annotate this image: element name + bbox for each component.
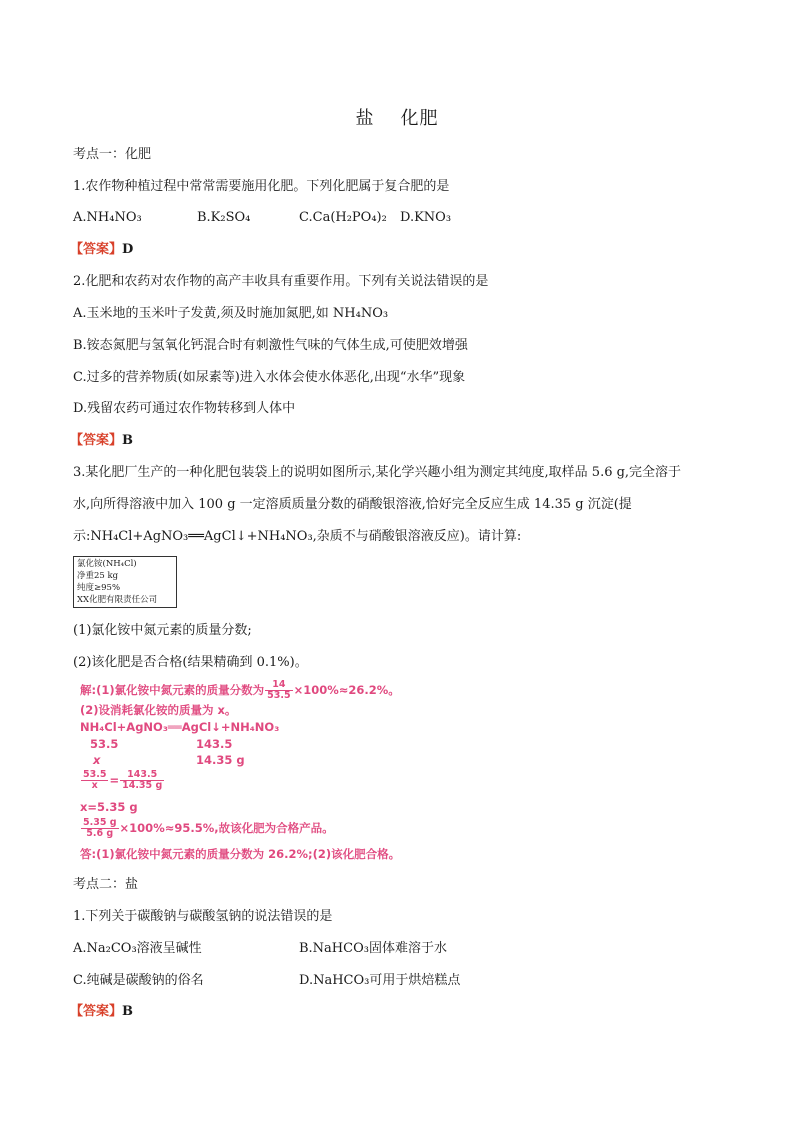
answer-value: D [122, 242, 134, 257]
answer-label: 【答案】 [70, 433, 123, 448]
fraction: $\frac{53.5}{x}$ [83, 769, 107, 791]
question-1-stem: 1.农作物种植过程中常常需要施用化肥。下列化肥属于复合肥的是 [73, 179, 450, 194]
q2-option-d: D.残留农药可通过农作物转移到人体中 [73, 401, 296, 416]
question-3-sub1: (1)氯化铵中氮元素的质量分数; [73, 623, 252, 638]
solution-line-1: 解:(1)氯化铵中氮元素的质量分数为 $\frac{14}{53.5}$ ×100%≈26.2%。 [80, 679, 400, 701]
section-heading-2: 考点二：盐 [73, 877, 139, 892]
q1-option-c: C.Ca(H₂PO₄)₂ [299, 210, 387, 225]
q4-option-a: A.Na₂CO₃溶液呈碱性 [73, 941, 202, 956]
answer-label: 【答案】 [70, 1004, 123, 1019]
page-title [0, 104, 794, 130]
question-3-line1: 3.某化肥厂生产的一种化肥包装袋上的说明如图所示,某化学兴趣小组为测定其纯度,取样品 5.6 g,完全溶于 [73, 465, 682, 480]
solution-line-2: (2)设消耗氯化铵的质量为 x。 [80, 703, 237, 717]
fraction: $\frac{5.35 g}{5.6 g}$ [83, 817, 117, 839]
section-heading-1: 考点一：化肥 [73, 147, 152, 162]
q4-option-d: D.NaHCO₃可用于烘焙糕点 [299, 973, 461, 988]
title-part2: 化肥 [400, 108, 439, 129]
solution-mass: 14.35 g [196, 753, 245, 767]
title-part1: 盐 [355, 108, 375, 129]
solution-proportion: $\frac{53.5}{x}$ = $\frac{143.5}{14.35 g}$ [83, 769, 163, 791]
label-line: XX化肥有限责任公司 [77, 595, 158, 605]
q1-option-a: A.NH₄NO₃ [73, 210, 142, 225]
solution-molar-mass-2: 143.5 [196, 737, 233, 751]
question-2-stem: 2.化肥和农药对农作物的高产丰收具有重要作用。下列有关说法错误的是 [73, 274, 489, 289]
question-4-stem: 1.下列关于碳酸钠与碳酸氢钠的说法错误的是 [73, 909, 333, 924]
question-3-sub2: (2)该化肥是否合格(结果精确到 0.1%)。 [73, 655, 308, 670]
answer-value: B [122, 433, 134, 448]
q1-option-d: D.KNO₃ [400, 210, 452, 225]
q2-option-c: C.过多的营养物质(如尿素等)进入水体会使水体恶化,出现“水华”现象 [73, 370, 466, 385]
question-4-options-row1 [73, 940, 447, 958]
label-line: 纯度≥95% [77, 583, 121, 593]
answer-label: 【答案】 [70, 242, 123, 257]
question-1-options [73, 209, 451, 227]
solution-x-label: x [93, 753, 101, 767]
solution-equation: NH₄Cl+AgNO₃══AgCl↓+NH₄NO₃ [80, 720, 280, 734]
q2-option-b: B.铵态氮肥与氢氧化钙混合时有刺激性气味的气体生成,可使肥效增强 [73, 338, 468, 353]
solution-x-value: x=5.35 g [80, 800, 138, 814]
label-line: 氯化铵(NH₄Cl) [77, 559, 137, 569]
fraction: $\frac{14}{53.5}$ [267, 679, 291, 701]
solution-purity: $\frac{5.35 g}{5.6 g}$ ×100%≈95.5%,故该化肥为合格产品。 [83, 817, 334, 839]
q2-option-a: A.玉米地的玉米叶子发黄,须及时施加氮肥,如 NH₄NO₃ [73, 306, 389, 321]
fraction: $\frac{143.5}{14.35 g}$ [122, 769, 163, 791]
q4-option-c: C.纯碱是碳酸钠的俗名 [73, 973, 204, 988]
solution-molar-mass-1: 53.5 [90, 737, 119, 751]
question-3-line2: 水,向所得溶液中加入 100 g 一定溶质质量分数的硝酸银溶液,恰好完全反应生成 14.35 g 沉淀(提 [73, 497, 632, 512]
solution-conclusion: 答:(1)氯化铵中氮元素的质量分数为 26.2%;(2)该化肥合格。 [80, 847, 401, 861]
question-4-options-row2 [73, 972, 460, 990]
q1-answer [70, 241, 133, 259]
q2-answer [70, 432, 133, 450]
label-line: 净重25 kg [77, 571, 119, 581]
q1-option-b: B.K₂SO₄ [197, 210, 251, 225]
answer-value: B [122, 1004, 134, 1019]
question-3-line3: 示:NH₄Cl+AgNO₃══AgCl↓+NH₄NO₃,杂质不与硝酸银溶液反应)。请计算: [73, 529, 522, 544]
fertilizer-label-box [73, 556, 177, 608]
q4-option-b: B.NaHCO₃固体难溶于水 [299, 941, 447, 956]
q4-answer [70, 1003, 133, 1021]
